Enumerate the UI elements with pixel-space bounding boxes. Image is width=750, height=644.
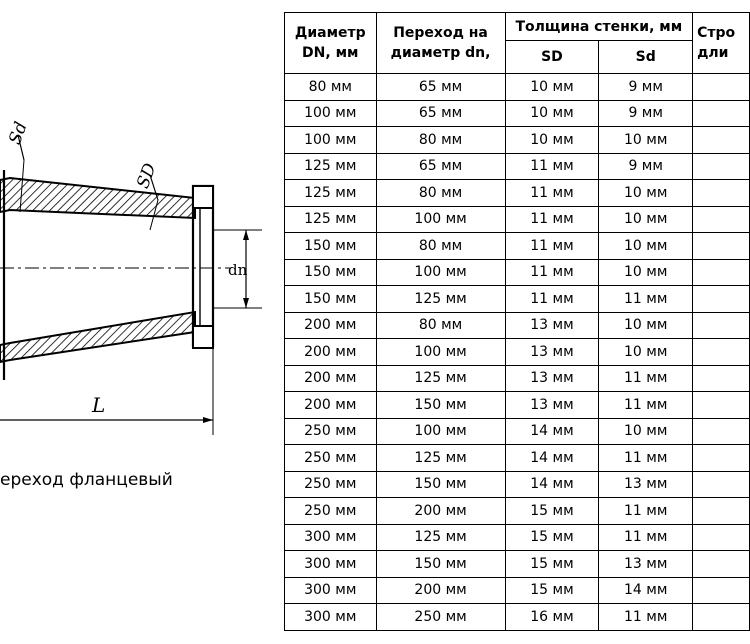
drawing-caption: ереход фланцевый [0, 470, 173, 490]
cell-length [693, 259, 750, 286]
cell-Sd: 11 мм [599, 286, 693, 313]
cell-dn: 300 мм [285, 551, 377, 578]
cell-length [693, 577, 750, 604]
cell-Sd: 10 мм [599, 259, 693, 286]
cell-SD: 15 мм [505, 498, 599, 525]
table-row [285, 445, 750, 472]
cell-transition: 80 мм [376, 127, 505, 154]
cell-Sd: 14 мм [599, 577, 693, 604]
header-dn: Диаметр DN, мм [285, 13, 377, 74]
cell-Sd: 13 мм [599, 471, 693, 498]
cell-transition: 80 мм [376, 312, 505, 339]
dn-label: dn [228, 261, 248, 279]
cell-dn: 150 мм [285, 233, 377, 260]
table-row [285, 259, 750, 286]
table-row [285, 100, 750, 127]
table-row [285, 365, 750, 392]
cell-Sd: 11 мм [599, 604, 693, 631]
cell-length [693, 365, 750, 392]
cell-dn: 250 мм [285, 498, 377, 525]
cell-Sd: 10 мм [599, 418, 693, 445]
cell-SD: 14 мм [505, 445, 599, 472]
cell-Sd: 9 мм [599, 74, 693, 101]
cell-Sd: 10 мм [599, 180, 693, 207]
cell-SD: 13 мм [505, 312, 599, 339]
cell-Sd: 10 мм [599, 339, 693, 366]
cell-transition: 100 мм [376, 418, 505, 445]
cell-Sd: 11 мм [599, 392, 693, 419]
table-row [285, 604, 750, 631]
table-row [285, 577, 750, 604]
cell-Sd: 11 мм [599, 365, 693, 392]
cell-length [693, 339, 750, 366]
cell-length [693, 286, 750, 313]
cell-SD: 11 мм [505, 286, 599, 313]
table-row [285, 498, 750, 525]
cell-Sd: 11 мм [599, 524, 693, 551]
cell-transition: 125 мм [376, 365, 505, 392]
header-transition: Переход на диаметр dn, [376, 13, 505, 74]
table-row [285, 153, 750, 180]
cell-SD: 11 мм [505, 153, 599, 180]
cell-dn: 250 мм [285, 418, 377, 445]
cell-dn: 200 мм [285, 339, 377, 366]
cell-SD: 14 мм [505, 418, 599, 445]
cell-length [693, 524, 750, 551]
lower-wall [0, 312, 195, 362]
cell-dn: 300 мм [285, 524, 377, 551]
cell-dn: 150 мм [285, 286, 377, 313]
cell-transition: 150 мм [376, 551, 505, 578]
table-row [285, 312, 750, 339]
cell-transition: 65 мм [376, 153, 505, 180]
table-row [285, 524, 750, 551]
cell-transition: 80 мм [376, 233, 505, 260]
cell-Sd: 10 мм [599, 312, 693, 339]
cell-SD: 13 мм [505, 365, 599, 392]
L-label: L [92, 393, 106, 417]
cell-length [693, 604, 750, 631]
cell-dn: 125 мм [285, 153, 377, 180]
cell-Sd: 10 мм [599, 127, 693, 154]
cell-SD: 13 мм [505, 392, 599, 419]
cell-transition: 125 мм [376, 524, 505, 551]
cell-SD: 11 мм [505, 206, 599, 233]
upper-wall [0, 178, 195, 218]
cell-Sd: 10 мм [599, 233, 693, 260]
table-row [285, 233, 750, 260]
cell-dn: 100 мм [285, 127, 377, 154]
cell-transition: 100 мм [376, 339, 505, 366]
sd-label: Sd [5, 119, 32, 148]
cell-Sd: 11 мм [599, 445, 693, 472]
cell-transition: 100 мм [376, 206, 505, 233]
cell-SD: 13 мм [505, 339, 599, 366]
cell-SD: 16 мм [505, 604, 599, 631]
cell-dn: 150 мм [285, 259, 377, 286]
cell-length [693, 74, 750, 101]
cell-length [693, 418, 750, 445]
cell-dn: 200 мм [285, 392, 377, 419]
cell-dn: 200 мм [285, 365, 377, 392]
cell-Sd: 9 мм [599, 153, 693, 180]
table-row [285, 127, 750, 154]
cell-dn: 125 мм [285, 180, 377, 207]
cell-dn: 250 мм [285, 471, 377, 498]
cell-length [693, 312, 750, 339]
table-row [285, 418, 750, 445]
cell-transition: 150 мм [376, 392, 505, 419]
cell-SD: 15 мм [505, 524, 599, 551]
cell-SD: 11 мм [505, 259, 599, 286]
flanged-reducer-drawing [0, 90, 270, 450]
cell-dn: 250 мм [285, 445, 377, 472]
cell-Sd: 11 мм [599, 498, 693, 525]
table-row [285, 392, 750, 419]
cell-length [693, 180, 750, 207]
cell-dn: 200 мм [285, 312, 377, 339]
cell-length [693, 206, 750, 233]
header-length: Стро дли [693, 13, 750, 74]
cell-SD: 10 мм [505, 74, 599, 101]
header-Sd: Sd [599, 41, 693, 74]
cell-SD: 10 мм [505, 127, 599, 154]
cell-SD: 11 мм [505, 233, 599, 260]
cell-SD: 15 мм [505, 551, 599, 578]
cell-length [693, 100, 750, 127]
cell-dn: 80 мм [285, 74, 377, 101]
cell-transition: 80 мм [376, 180, 505, 207]
cell-Sd: 13 мм [599, 551, 693, 578]
cell-SD: 11 мм [505, 180, 599, 207]
header-wall-thickness: Толщина стенки, мм [505, 13, 693, 41]
table-row [285, 286, 750, 313]
cell-length [693, 153, 750, 180]
table-row [285, 206, 750, 233]
cell-dn: 300 мм [285, 604, 377, 631]
cell-transition: 100 мм [376, 259, 505, 286]
cell-SD: 15 мм [505, 577, 599, 604]
cell-Sd: 10 мм [599, 206, 693, 233]
reducer-spec-table [284, 12, 750, 631]
cell-dn: 300 мм [285, 577, 377, 604]
table-row [285, 74, 750, 101]
table-row [285, 471, 750, 498]
header-SD: SD [505, 41, 599, 74]
cell-transition: 150 мм [376, 471, 505, 498]
SD-label: SD [133, 160, 161, 192]
cell-transition: 200 мм [376, 577, 505, 604]
cell-SD: 14 мм [505, 471, 599, 498]
cell-transition: 250 мм [376, 604, 505, 631]
cell-SD: 10 мм [505, 100, 599, 127]
cell-length [693, 392, 750, 419]
cell-transition: 65 мм [376, 74, 505, 101]
cell-transition: 200 мм [376, 498, 505, 525]
cell-dn: 100 мм [285, 100, 377, 127]
cell-length [693, 233, 750, 260]
table-body [285, 74, 750, 631]
cell-length [693, 445, 750, 472]
cell-transition: 125 мм [376, 286, 505, 313]
cell-length [693, 551, 750, 578]
cell-Sd: 9 мм [599, 100, 693, 127]
table-row [285, 551, 750, 578]
cell-length [693, 498, 750, 525]
cell-length [693, 471, 750, 498]
cell-length [693, 127, 750, 154]
cell-dn: 125 мм [285, 206, 377, 233]
table-row [285, 180, 750, 207]
cell-transition: 65 мм [376, 100, 505, 127]
table-row [285, 339, 750, 366]
cell-transition: 125 мм [376, 445, 505, 472]
